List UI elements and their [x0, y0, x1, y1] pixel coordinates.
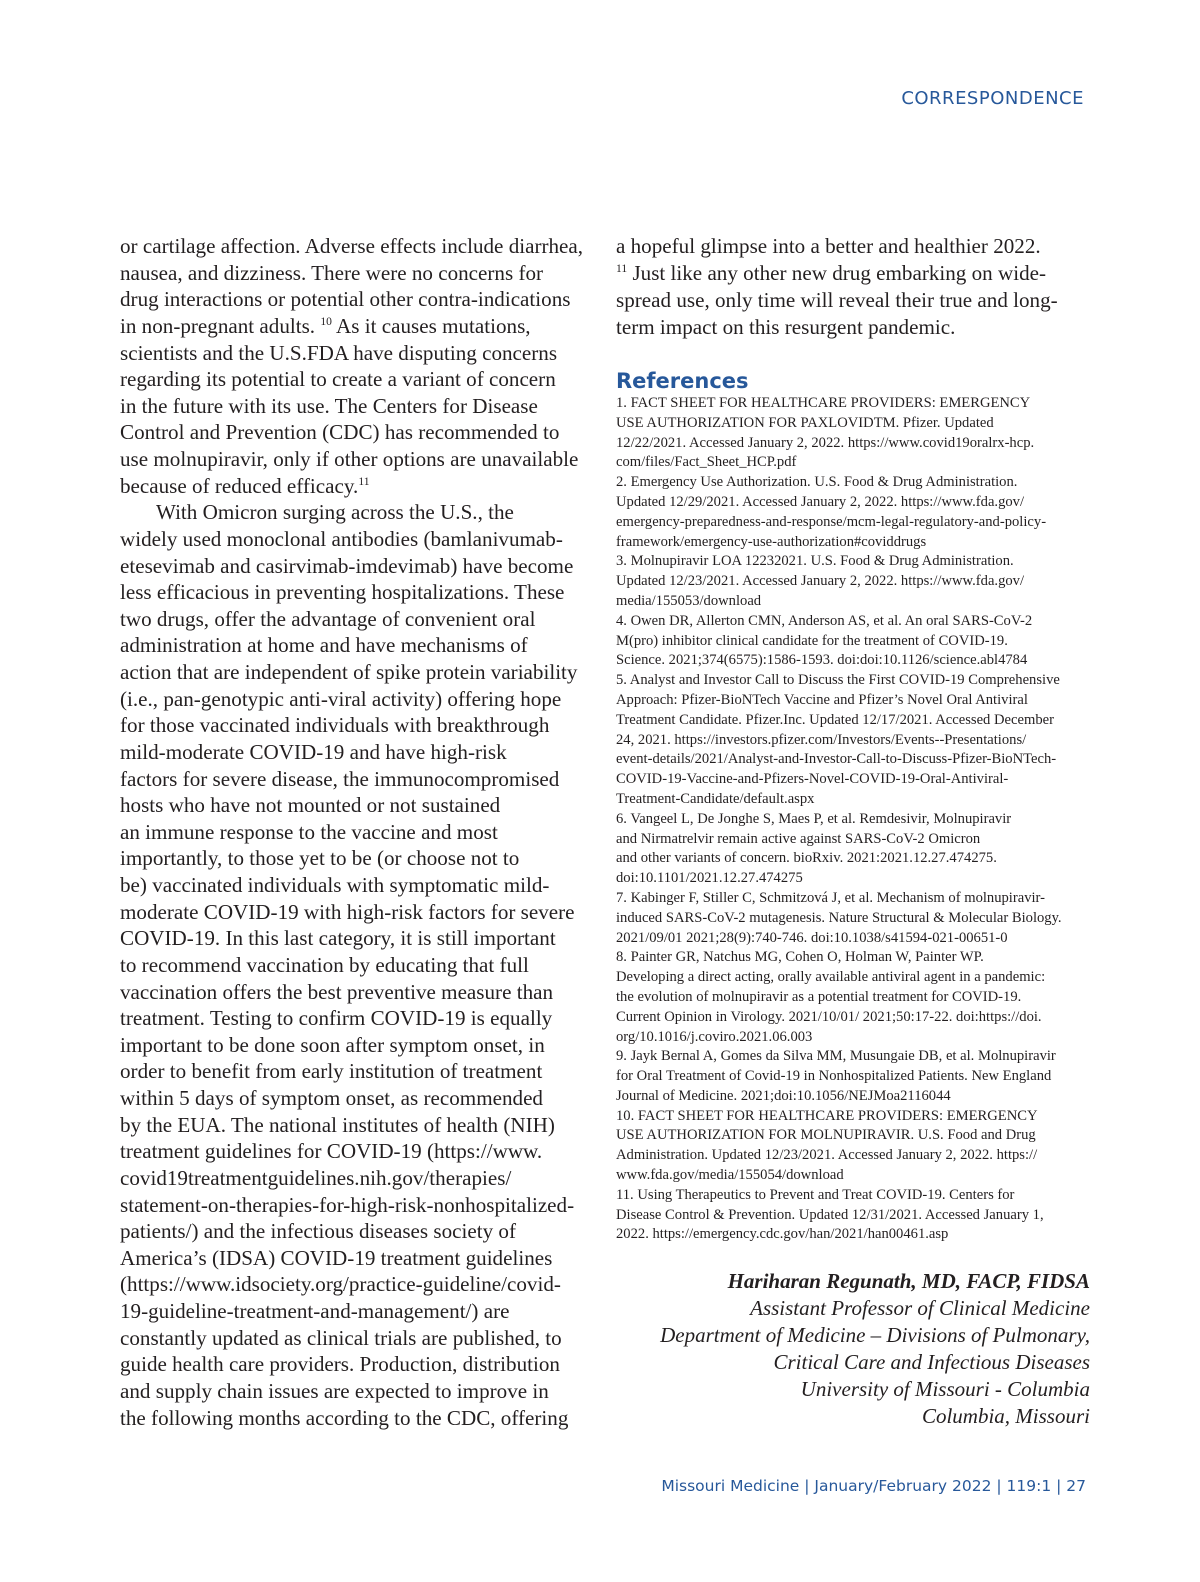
body-line: a hopeful glimpse into a better and healthier 2022. [616, 234, 1041, 258]
reference-line: com/files/Fact_Sheet_HCP.pdf [616, 454, 797, 471]
body-line: statement-on-therapies-for-high-risk-nonhospitalized- [120, 1192, 575, 1217]
body-line: 19-guideline-treatment-and-management/) are [120, 1299, 510, 1323]
right-column [616, 233, 1086, 1245]
body-line: and supply chain issues are expected to improve in [120, 1378, 549, 1403]
body-line: COVID-19. In this last category, it is still important [120, 926, 556, 951]
reference-line: framework/emergency-use-authorization#coviddrugs [616, 533, 927, 550]
body-line: Control and Prevention (CDC) has recommended to [120, 420, 560, 445]
body-line [120, 313, 600, 340]
reference-line: Developing a direct acting, orally available antiviral agent in a pandemic: [616, 969, 1046, 986]
reference-line: event-details/2021/Analyst-and-Investor-Call-to-Discuss-Pfizer-BioNTech- [616, 751, 1057, 768]
reference-line: Approach: Pfizer-BioNTech Vaccine and Pfizer’s Novel Oral Antiviral [616, 691, 1028, 708]
reference-line: 24, 2021. https://investors.pfizer.com/Investors/Events--Presentations/ [616, 731, 1027, 748]
reference-line: Administration. Updated 12/23/2021. Accessed January 2, 2022. https:// [616, 1147, 1038, 1164]
reference-line: 2021/09/01 2021;28(9):740-746. doi:10.1038/s41594-021-00651-0 [616, 929, 1008, 946]
reference-line: 5. Analyst and Investor Call to Discuss the First COVID-19 Comprehensive [616, 672, 1060, 689]
body-line: treatment. Testing to confirm COVID-19 is equally [120, 1006, 553, 1031]
page-footer: Missouri Medicine | January/February 2022 | 119:1 | 27 [661, 1477, 1086, 1495]
reference-line: and Nirmatrelvir remain active against SARS-CoV-2 Omicron [616, 830, 981, 847]
reference-line: 3. Molnupiravir LOA 12232021. U.S. Food & Drug Administration. [616, 553, 1014, 570]
reference-line: doi:10.1101/2021.12.27.474275 [616, 870, 803, 887]
body-line: to recommend vaccination by educating that full [120, 952, 529, 977]
reference-line: COVID-19-Vaccine-and-Pfizers-Novel-COVID-19-Oral-Antiviral- [616, 771, 1009, 788]
body-line: constantly updated as clinical trials are published, to [120, 1325, 562, 1350]
body-line: patients/) and the infectious diseases society of [120, 1219, 516, 1244]
body-line: guide health care providers. Production, distribution [120, 1352, 560, 1377]
body-line: vaccination offers the best preventive measure than [120, 979, 554, 1004]
closing-paragraph [616, 233, 1086, 341]
reference-line: Updated 12/23/2021. Accessed January 2, 2022. https://www.fda.gov/ [616, 573, 1025, 590]
body-line: an immune response to the vaccine and most [120, 819, 498, 844]
body-line: treatment guidelines for COVID-19 (https://www. [120, 1139, 543, 1164]
reference-line: USE AUTHORIZATION FOR PAXLOVIDTM. Pfizer. Updated [616, 414, 994, 431]
citation-superscript: 11 [358, 475, 370, 489]
body-line: etesevimab and casirvimab-imdevimab) have become [120, 553, 574, 578]
reference-line: org/10.1016/j.coviro.2021.06.003 [616, 1028, 813, 1045]
body-line-text: As it causes mutations, [331, 313, 531, 338]
body-line: (https://www.idsociety.org/practice-guideline/covid- [120, 1272, 561, 1297]
body-line: America’s (IDSA) COVID-19 treatment guidelines [120, 1245, 553, 1270]
reference-line: and other variants of concern. bioRxiv. 2021:2021.12.27.474275. [616, 850, 997, 867]
body-line: scientists and the U.S.FDA have disputing concerns [120, 340, 558, 365]
body-line: within 5 days of symptom onset, as recommended [120, 1086, 543, 1110]
references-heading: References [616, 369, 749, 393]
body-line: order to benefit from early institution of treatment [120, 1059, 543, 1084]
body-line: drug interactions or potential other contra-indications [120, 287, 571, 312]
reference-line: 7. Kabinger F, Stiller C, Schmitzová J, et al. Mechanism of molnupiravir- [616, 889, 1045, 906]
reference-line: 8. Painter GR, Natchus MG, Cohen O, Holman W, Painter WP. [616, 949, 984, 966]
body-line: widely used monoclonal antibodies (bamlanivumab- [120, 526, 563, 551]
body-line: term impact on this resurgent pandemic. [616, 315, 956, 339]
reference-line: 12/22/2021. Accessed January 2, 2022. https://www.covid19oralrx-hcp. [616, 434, 1035, 451]
reference-line: USE AUTHORIZATION FOR MOLNUPIRAVIR. U.S. Food and Drug [616, 1127, 1036, 1144]
citation-superscript: 10 [320, 315, 332, 329]
reference-line: media/155053/download [616, 592, 762, 609]
reference-line: Disease Control & Prevention. Updated 12/31/2021. Accessed January 1, [616, 1206, 1044, 1223]
reference-line: Treatment-Candidate/default.aspx [616, 790, 815, 807]
body-line: the following months according to the CDC, offering [120, 1405, 569, 1430]
body-line [616, 260, 1086, 287]
body-line: spread use, only time will reveal their true and long- [616, 288, 1058, 312]
left-column [120, 233, 600, 1431]
author-division: Critical Care and Infectious Diseases [773, 1350, 1090, 1374]
reference-line: Journal of Medicine. 2021;doi:10.1056/NEJMoa2116044 [616, 1087, 951, 1104]
reference-line: 10. FACT SHEET FOR HEALTHCARE PROVIDERS: EMERGENCY [616, 1107, 1038, 1124]
body-line: hosts who have not mounted or not sustained [120, 793, 501, 818]
reference-line: Science. 2021;374(6575):1586-1593. doi:doi:10.1126/science.abl4784 [616, 652, 1028, 669]
body-line-text: because of reduced efficacy. [120, 473, 359, 498]
body-line: mild-moderate COVID-19 and have high-risk [120, 739, 507, 764]
body-line: importantly, to those yet to be (or choose not to [120, 846, 520, 871]
body-line: covid19treatmentguidelines.nih.gov/therapies/ [120, 1165, 512, 1190]
body-line: administration at home and have mechanisms of [120, 633, 528, 658]
body-line [120, 473, 600, 500]
reference-line: 1. FACT SHEET FOR HEALTHCARE PROVIDERS: EMERGENCY [616, 395, 1031, 411]
reference-line: Treatment Candidate. Pfizer.Inc. Updated 12/17/2021. Accessed December [616, 711, 1054, 728]
author-institution: University of Missouri - Columbia [800, 1377, 1090, 1401]
citation-superscript: 11 [616, 262, 628, 276]
author-department: Department of Medicine – Divisions of Pulmonary, [660, 1323, 1090, 1347]
reference-line: 4. Owen DR, Allerton CMN, Anderson AS, et al. An oral SARS-CoV-2 [616, 612, 1033, 629]
body-line: factors for severe disease, the immunocompromised [120, 766, 560, 791]
author-signature [660, 1268, 1090, 1430]
reference-line: 2022. https://emergency.cdc.gov/han/2021/han00461.asp [616, 1226, 949, 1243]
reference-line: 2. Emergency Use Authorization. U.S. Food & Drug Administration. [616, 474, 1018, 491]
body-line: by the EUA. The national institutes of health (NIH) [120, 1112, 555, 1137]
reference-line: emergency-preparedness-and-response/mcm-legal-regulatory-and-policy- [616, 513, 1047, 530]
reference-line: induced SARS-CoV-2 mutagenesis. Nature Structural & Molecular Biology. [616, 909, 1062, 926]
reference-line: for Oral Treatment of Covid-19 in Nonhospitalized Patients. New England [616, 1068, 1052, 1085]
body-line: or cartilage affection. Adverse effects include diarrhea, [120, 234, 584, 258]
body-line: two drugs, offer the advantage of convenient oral [120, 606, 536, 631]
paragraph-start: With Omicron surging across the U.S., the [156, 500, 514, 525]
reference-line: the evolution of molnupiravir as a potential treatment for COVID-19. [616, 988, 1022, 1005]
body-line: (i.e., pan-genotypic anti-viral activity) offering hope [120, 686, 562, 711]
body-line-text: in non-pregnant adults. [120, 313, 316, 338]
reference-line: Current Opinion in Virology. 2021/10/01/ 2021;50:17-22. doi:https://doi. [616, 1008, 1042, 1025]
author-name: Hariharan Regunath, MD, FACP, FIDSA [727, 1269, 1090, 1293]
reference-line: 6. Vangeel L, De Jonghe S, Maes P, et al. Remdesivir, Molnupiravir [616, 810, 1012, 827]
body-line: less efficacious in preventing hospitalizations. These [120, 580, 565, 605]
body-line-text: Just like any other new drug embarking on wide- [627, 261, 1047, 285]
author-title: Assistant Professor of Clinical Medicine [750, 1296, 1090, 1320]
reference-line: M(pro) inhibitor clinical candidate for the treatment of COVID-19. [616, 632, 1008, 649]
reference-line: www.fda.gov/media/155054/download [616, 1167, 844, 1184]
section-label: CORRESPONDENCE [901, 88, 1084, 109]
body-line: in the future with its use. The Centers for Disease [120, 393, 538, 418]
references-list [616, 394, 1086, 1245]
reference-line: 9. Jayk Bernal A, Gomes da Silva MM, Musungaie DB, et al. Molnupiravir [616, 1048, 1056, 1065]
body-line: important to be done soon after symptom onset, in [120, 1032, 545, 1057]
body-line: nausea, and dizziness. There were no concerns for [120, 260, 544, 285]
body-line: moderate COVID-19 with high-risk factors for severe [120, 899, 575, 924]
reference-line: 11. Using Therapeutics to Prevent and Treat COVID-19. Centers for [616, 1186, 1015, 1203]
body-line: for those vaccinated individuals with breakthrough [120, 713, 550, 738]
reference-line: Updated 12/29/2021. Accessed January 2, 2022. https://www.fda.gov/ [616, 493, 1025, 510]
body-line: use molnupiravir, only if other options are unavailable [120, 447, 579, 471]
body-line: be) vaccinated individuals with symptomatic mild- [120, 873, 550, 897]
body-line: regarding its potential to create a variant of concern [120, 367, 556, 392]
body-line: action that are independent of spike protein variability [120, 660, 578, 684]
author-location: Columbia, Missouri [921, 1404, 1090, 1428]
